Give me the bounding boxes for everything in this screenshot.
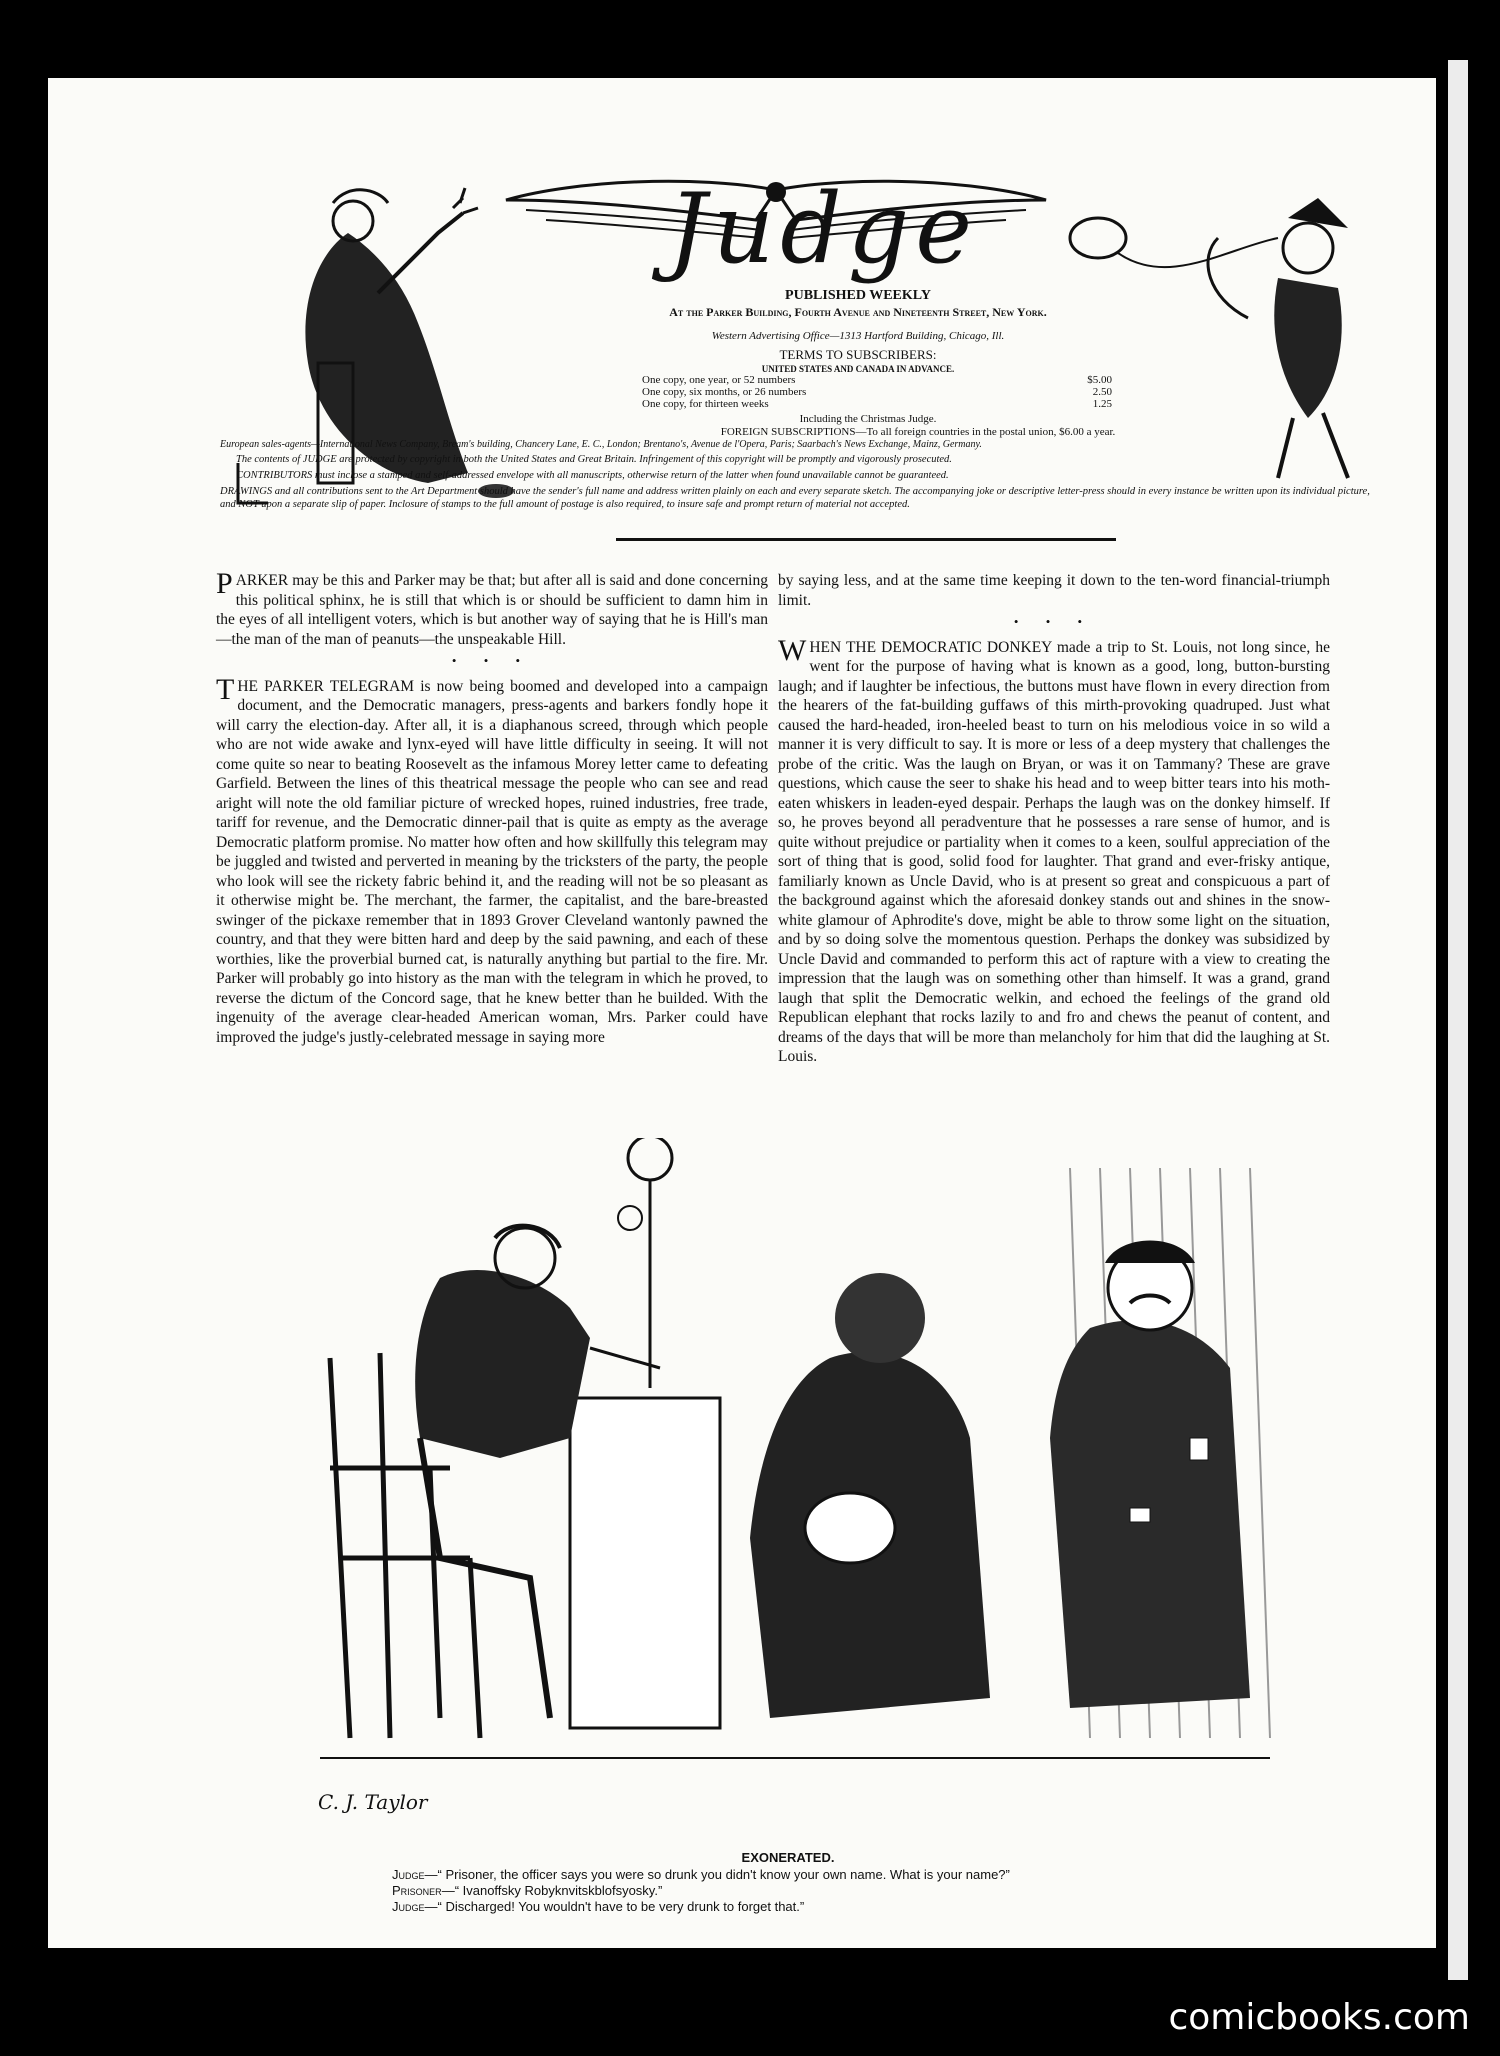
dialogue-text: “ Prisoner, the officer says you were so drunk you didn't know your own name. What is your name?”	[437, 1867, 1010, 1882]
section-divider: • • •	[451, 653, 533, 668]
published-weekly: PUBLISHED WEEKLY	[785, 288, 931, 303]
dialogue-text: “ Ivanoffsky Robyknvitskblofsyosky.”	[454, 1883, 663, 1898]
foreign-subscriptions: FOREIGN SUBSCRIPTIONS—To all foreign countries in the postal union, $6.00 a year.	[720, 426, 1116, 438]
copyright-notice: The contents of JUDGE are protected by copyright in both the United States and Great Britain. Infringement of this copyright will be promptly and vigorously prosecuted.	[236, 454, 952, 465]
terms-table	[642, 374, 1112, 410]
editorial-paragraph	[216, 672, 768, 1048]
western-office: Western Advertising Office—1313 Hartford Building, Chicago, Ill.	[711, 330, 1005, 342]
dialogue-line: Judge—“ Discharged! You wouldn't have to be very drunk to forget that.”	[392, 1899, 805, 1914]
editorial-paragraph	[216, 567, 768, 649]
contributors-notice: CONTRIBUTORS must inclose a stamped and self-addressed envelope with all manuscripts, otherwise return of the latter when found unavailable cannot be guaranteed.	[236, 470, 949, 481]
artist-signature: C. J. Taylor	[318, 1790, 428, 1814]
terms-row	[642, 386, 1112, 398]
terms-row	[642, 398, 1112, 410]
cartoon-title: EXONERATED.	[741, 1850, 835, 1865]
including-christmas: Including the Christmas Judge.	[799, 413, 937, 425]
terms-label: One copy, one year, or 52 numbers	[642, 374, 796, 386]
right-column	[778, 571, 1330, 1069]
cartoon-dialogue	[392, 1867, 1392, 1915]
paragraph-text: HE PARKER TELEGRAM is now being boomed and developed into a campaign document, and the Democratic managers, press-agents and barkers fondly hope it will carry the election-day. After all, it is a diaphanous screed, through which people who are not wide awake and lynx-eyed will have little difficulty in seeing. It will not come quite so near to beating Roosevelt as the infamous Morey letter came to defeating Garfield. Between the lines of this theatrical message the people who can see and read aright will note the old familiar picture of wrecked hopes, ruined industries, free trade, tariff for revenue, and the Democratic dinner-pail that is quite as empty as the average Democratic platform promise. No matter how often and how skillfully this telegram may be juggled and twisted and perverted in meaning by the tricksters of the party, the people who look will see the rickety fabric behind it, and the reading will not be so pleasant as it otherwise might be. The merchant, the farmer, the capitalist, and the bare-breasted swinger of the pickaxe remember that in 1893 Grover Cleveland wantonly pawned the country, and that they were bitten hard and deep by the said pawning, and each of these worthies, like the proverbial burned cat, is naturally anything but partial to the fire. Mr. Parker will probably go into history as the man with the telegram in which he proved, to reverse the dictum of the Concord sage, that he knew better than he builded. With the ingenuity of the average clear-headed American woman, Mrs. Parker could have improved the judge's justly-celebrated message in saying more	[216, 677, 768, 1046]
masthead-title: Judge	[667, 173, 979, 285]
terms-heading: TERMS TO SUBSCRIBERS:	[779, 347, 937, 362]
terms-label: One copy, for thirteen weeks	[642, 398, 769, 410]
dialogue-line: Judge—“ Prisoner, the officer says you were so drunk you didn't know your own name. What is your name?”	[392, 1867, 1010, 1882]
drop-cap: W	[778, 633, 807, 667]
drawings-notice: DRAWINGS and all contributions sent to the Art Department should have the sender's full name and address written plainly on each and every separate sketch. The accompanying joke or descriptive letter-press should in every instance be written upon its individual picture, and NOT upon a separate slip of paper. Inclosure of stamps to the full amount of postage is also required, to insure safe and prompt return of material not accepted.	[220, 486, 1370, 510]
european-agents: European sales-agents—International News Company, Bream's building, Chancery Lane, E. C., London; Brentano's, Avenue de l'Opera, Paris; Saarbach's News Exchange, Mainz, Germany.	[220, 439, 982, 450]
terms-price: $5.00	[1087, 374, 1112, 386]
drop-cap: T	[216, 672, 235, 706]
terms-price: 1.25	[1092, 398, 1112, 410]
terms-subheading: UNITED STATES AND CANADA IN ADVANCE.	[761, 364, 955, 374]
dialogue-text: “ Discharged! You wouldn't have to be very drunk to forget that.”	[437, 1899, 805, 1914]
dialogue-speaker: Prisoner	[392, 1883, 442, 1898]
terms-label: One copy, six months, or 26 numbers	[642, 386, 807, 398]
left-column	[216, 567, 768, 1049]
next-page-edge	[1448, 60, 1468, 1980]
dialogue-speaker: Judge	[392, 1899, 425, 1914]
masthead-rule	[616, 538, 1116, 541]
magazine-page	[48, 78, 1436, 1948]
paragraph-text: HEN THE DEMOCRATIC DONKEY made a trip to St. Louis, not long since, he went for the purpose of having what is known as a good, long, button-bursting laugh; and if laughter be infectious, the buttons must have flown in every direction from the hearers of the fat-building guffaws of this mirth-provoking quadruped. Just what caused the hard-headed, iron-heeled beast to turn on his melodious voice in so wild a manner it is very difficult to say. It is more or less of a deep mystery that challenges the probe of the critic. Was the laugh on Bryan, or was it on Tammany? These are grave questions, which cause the seer to shake his head and to weep bitter tears into his moth-eaten whiskers in leaden-eyed despair. Perhaps the laugh was on the donkey himself. If so, he proves beyond all peradventure that he possesses a rare sense of humor, and is quite without prejudice or partiality when it comes to a keen, soulful appreciation of the sort of thing that is good, solid food for laughter. That grand and ever-frisky antique, familiarly known as Uncle David, who is at present so great and conspicuous a part of the background against which the aforesaid donkey stands out and shines in the snow-white glamour of Aphrodite's dove, might be able to throw some light on the situation, and by so doing solve the momentous question. Perhaps the donkey was subsidized by Uncle David and commanded to perform this act of rapture with a view to creating the impression that the laugh was on something other than himself. It was a grand, grand laugh that split the Democratic welkin, and echoed the feelings of the grand old Republican elephant that rocks lazily to and fro and chews the peanut of content, and dreams of the days that will be more than melancholy for him that did the laughing at St. Louis.	[778, 638, 1330, 1065]
dialogue-speaker: Judge	[392, 1867, 425, 1882]
dialogue-line: Prisoner—“ Ivanoffsky Robyknvitskblofsyosky.”	[392, 1883, 663, 1898]
terms-price: 2.50	[1092, 386, 1112, 398]
section-divider: • • •	[1013, 614, 1095, 629]
terms-row	[642, 374, 1112, 386]
paragraph-text: ARKER may be this and Parker may be that; but after all is said and done concerning this political sphinx, he is still that which is or should be sufficient to damn him in the eyes of all intelligent voters, which is but another way of saying that he is Hill's man—the man of the man of peanuts—the unspeakable Hill.	[216, 572, 768, 648]
publisher-address: At the Parker Building, Fourth Avenue and Nineteenth Street, New York.	[669, 305, 1047, 319]
editorial-paragraph	[778, 633, 1330, 1067]
editorial-paragraph: by saying less, and at the same time keeping it down to the ten-word financial-triumph limit.	[778, 572, 1330, 609]
cartoon-illustration	[270, 1138, 1370, 1888]
drop-cap: P	[216, 567, 233, 600]
site-watermark: comicbooks.com	[1168, 1997, 1470, 2038]
